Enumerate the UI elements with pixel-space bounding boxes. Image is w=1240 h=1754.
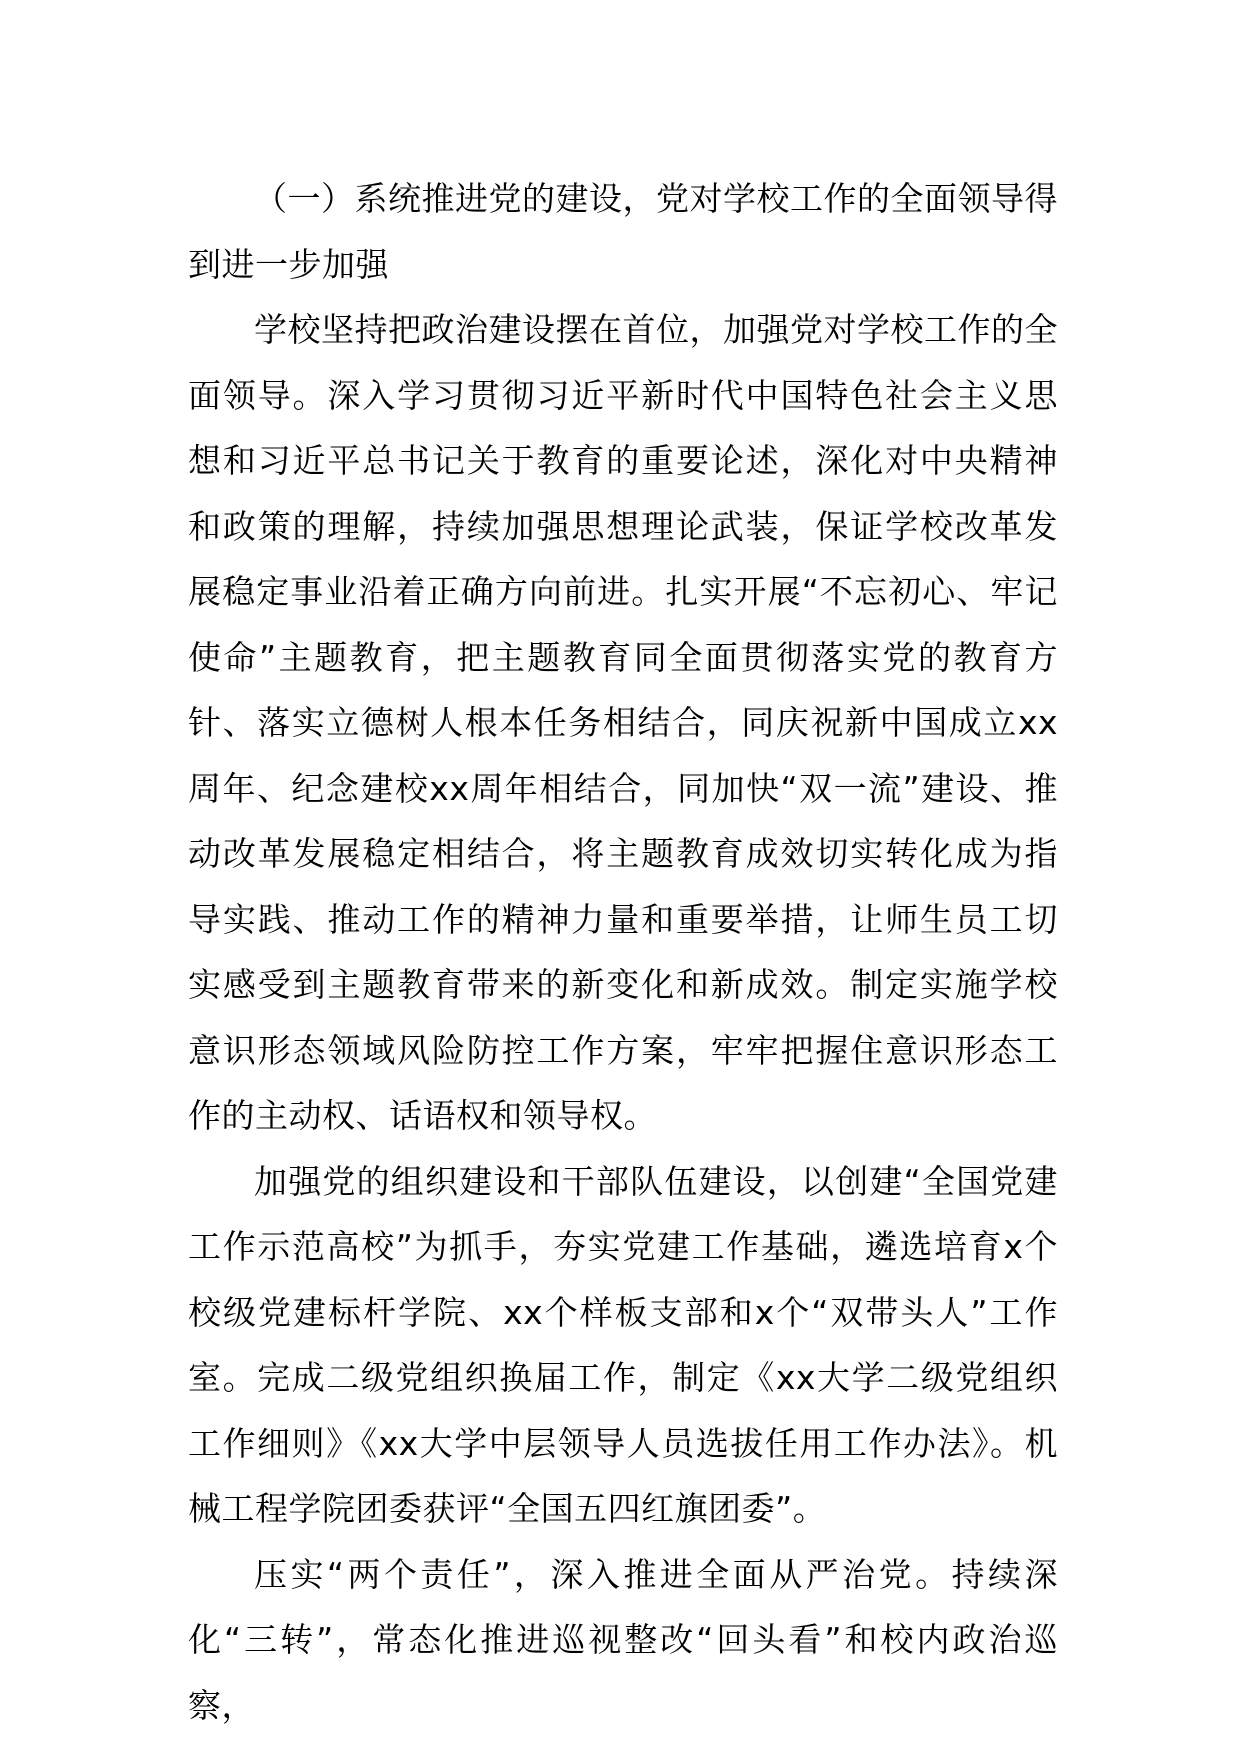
section-heading: （一）系统推进党的建设，党对学校工作的全面领导得到进一步加强 <box>188 179 1058 284</box>
paragraph-responsibilities: 压实“两个责任”，深入推进全面从严治党。持续深化“三转”，常态化推进巡视整改“回头看”和校内政治巡察， <box>188 1554 1058 1725</box>
paragraph-political-building: 学校坚持把政治建设摆在首位，加强党对学校工作的全面领导。深入学习贯彻习近平新时代中国特色社会主义思想和习近平总书记关于教育的重要论述，深化对中央精神和政策的理解，持续加强思想理论武装，保证学校改革发展稳定事业沿着正确方向前进。扎实开展“不忘初心、牢记使命”主题教育，把主题教育同全面贯彻落实党的教育方针、落实立德树人根本任务相结合，同庆祝新中国成立xx周年、纪念建校xx周年相结合，同加快“双一流”建设、推动改革发展稳定相结合，将主题教育成效切实转化成为指导实践、推动工作的精神力量和重要举措，让师生员工切实感受到主题教育带来的新变化和新成效。制定实施学校意识形态领域风险防控工作方案，牢牢把握住意识形态工作的主动权、话语权和领导权。 <box>188 310 1058 1135</box>
paragraph-organization-building: 加强党的组织建设和干部队伍建设，以创建“全国党建工作示范高校”为抓手，夯实党建工作基础，遴选培育x个校级党建标杆学院、xx个样板支部和x个“双带头人”工作室。完成二级党组织换届工作，制定《xx大学二级党组织工作细则》《xx大学中层领导人员选拔任用工作办法》。机械工程学院团委获评“全国五四红旗团委”。 <box>188 1161 1058 1528</box>
document-body <box>188 166 1058 1738</box>
